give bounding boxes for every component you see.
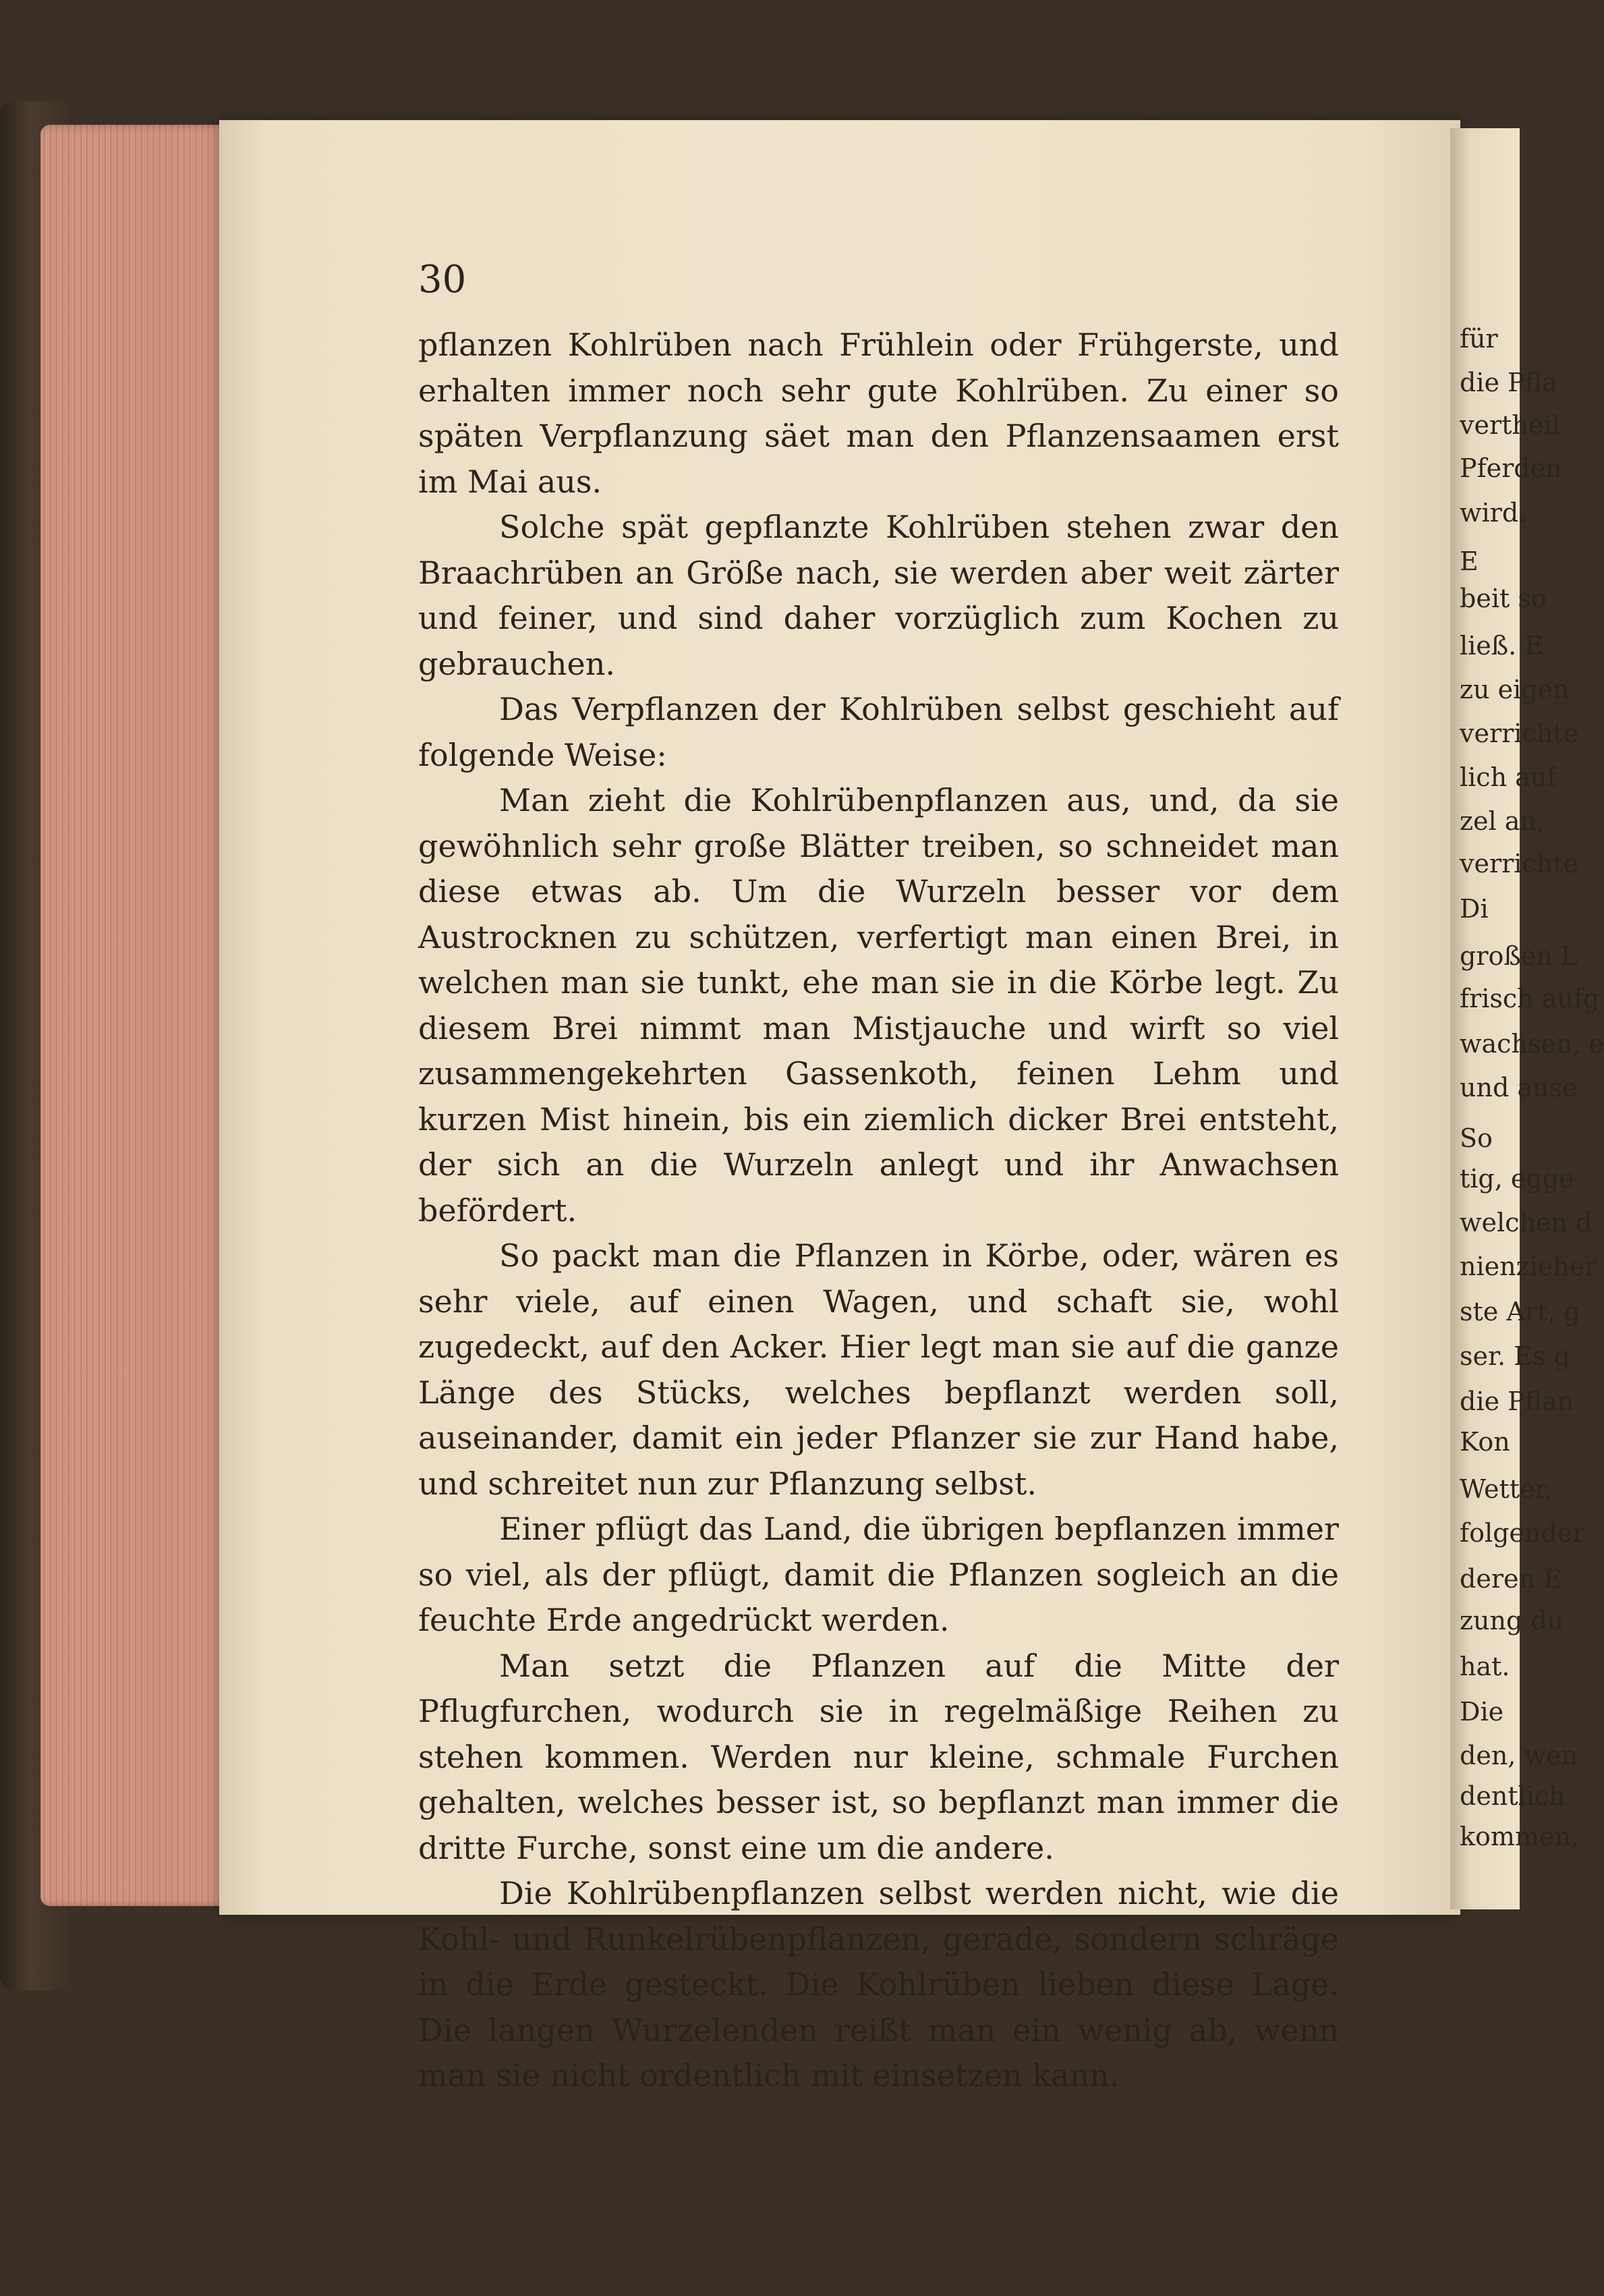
paragraph: Man zieht die Kohlrübenpflanzen aus, und, da sie gewöhnlich sehr große Blätter treiben, so schneidet man diese etwas ab. Um die Wurzeln besser vor dem Austrocknen zu schützen, verfertigt man einen Brei, in welchen man sie tunkt, ehe man sie in die Körbe legt. Zu diesem Brei nimmt man Mistjauche und wirft so viel zusammengekehrten Gassenkoth, feinen Lehm und kurzen Mist hinein, bis ein ziemlich dicker Brei entsteht, der sich an die Wurzeln anlegt und ihr Anwachsen befördert. (418, 782, 1339, 1229)
facing-page-line: die Pfla (1460, 368, 1557, 397)
facing-page-line: hat. (1460, 1652, 1510, 1681)
facing-page-line: ließ. E (1460, 631, 1544, 661)
page-number: 30 (418, 258, 467, 302)
paragraph: Solche spät gepflanzte Kohlrüben stehen zwar den Braachrüben an Größe nach, sie werden aber weit zärter und feiner, und sind daher vorzüglich zum Kochen zu gebrauchen. (418, 509, 1339, 682)
facing-page-line: deren E (1460, 1564, 1562, 1594)
facing-page-line: die Pflan (1460, 1387, 1574, 1416)
page-text (418, 323, 1339, 2099)
paragraph: Man setzt die Pflanzen auf die Mitte der Pflugfurchen, wodurch sie in regelmäßige Reihen zu stehen kommen. Werden nur kleine, schmale Furchen gehalten, welches besser ist, so bepflanzt man immer die dritte Furche, sonst eine um die andere. (418, 1647, 1339, 1866)
facing-page-line: den, wen (1460, 1741, 1578, 1770)
facing-page-line: beit so (1460, 584, 1547, 613)
facing-page-line: ser. Es g (1460, 1341, 1570, 1371)
facing-page-line: nienzieher (1460, 1252, 1597, 1281)
paragraph: pflanzen Kohlrüben nach Frühlein oder Frühgerste, und erhalten immer noch sehr gute Kohlrüben. Zu einer so späten Verpflanzung säet man den Pflanzensaamen erst im Mai aus. (418, 327, 1339, 500)
facing-page-line: ste Art, g (1460, 1297, 1580, 1326)
facing-page-line: Wetter, (1460, 1474, 1553, 1504)
facing-page-line: Pferden (1460, 453, 1562, 483)
page-edges (40, 125, 233, 1906)
facing-page-line: wird. (1460, 498, 1527, 528)
facing-page-line: Di (1460, 894, 1489, 924)
facing-page-line: E (1460, 547, 1479, 576)
facing-page-line: folgender (1460, 1518, 1585, 1548)
facing-page-line: zel an, (1460, 806, 1545, 836)
facing-page-line: verrichte (1460, 719, 1578, 748)
facing-page-line: großen L (1460, 941, 1578, 971)
facing-page-line: verrichte (1460, 849, 1578, 878)
facing-page-line: lich auf (1460, 762, 1557, 792)
facing-page-line: So (1460, 1123, 1493, 1153)
facing-page-line: frisch aufg (1460, 984, 1600, 1013)
paragraph: Einer pflügt das Land, die übrigen bepflanzen immer so viel, als der pflügt, damit die Pflanzen sogleich an die feuchte Erde angedrückt werden. (418, 1511, 1339, 1638)
paragraph: Das Verpflanzen der Kohlrüben selbst geschieht auf folgende Weise: (418, 691, 1339, 773)
facing-page-line: kommen, (1460, 1822, 1580, 1851)
facing-page-line: vertheil (1460, 410, 1560, 440)
facing-page-line: für (1460, 324, 1498, 354)
facing-page-line: welchen d (1460, 1208, 1593, 1237)
facing-page-line: Kon (1460, 1427, 1510, 1457)
paragraph: Die Kohlrübenpflanzen selbst werden nicht, wie die Kohl- und Runkelrübenpflanzen, gerade, sondern schräge in die Erde gesteckt. Die Kohlrüben lieben diese Lage. Die langen Wurzelenden reißt man ein wenig ab, wenn man sie nicht ordentlich mit einsetzen kann. (418, 1875, 1339, 2094)
facing-page-fragment (1450, 128, 1604, 1909)
facing-page-line: Die (1460, 1697, 1504, 1727)
facing-page-line: dentlich (1460, 1781, 1566, 1811)
facing-page-line: und ause (1460, 1073, 1578, 1102)
facing-page-line: zung du (1460, 1606, 1564, 1635)
paragraph: So packt man die Pflanzen in Körbe, oder, wären es sehr viele, auf einen Wagen, und schaft sie, wohl zugedeckt, auf den Acker. Hier legt man sie auf die ganze Länge des Stücks, welches bepflanzt werden soll, auseinander, damit ein jeder Pflanzer sie zur Hand habe, und schreitet nun zur Pflanzung selbst. (418, 1237, 1339, 1502)
facing-page-line: zu eigen (1460, 675, 1570, 704)
facing-page-line: tig, egge (1460, 1164, 1574, 1194)
facing-page-line: wachsen, e (1460, 1029, 1604, 1059)
